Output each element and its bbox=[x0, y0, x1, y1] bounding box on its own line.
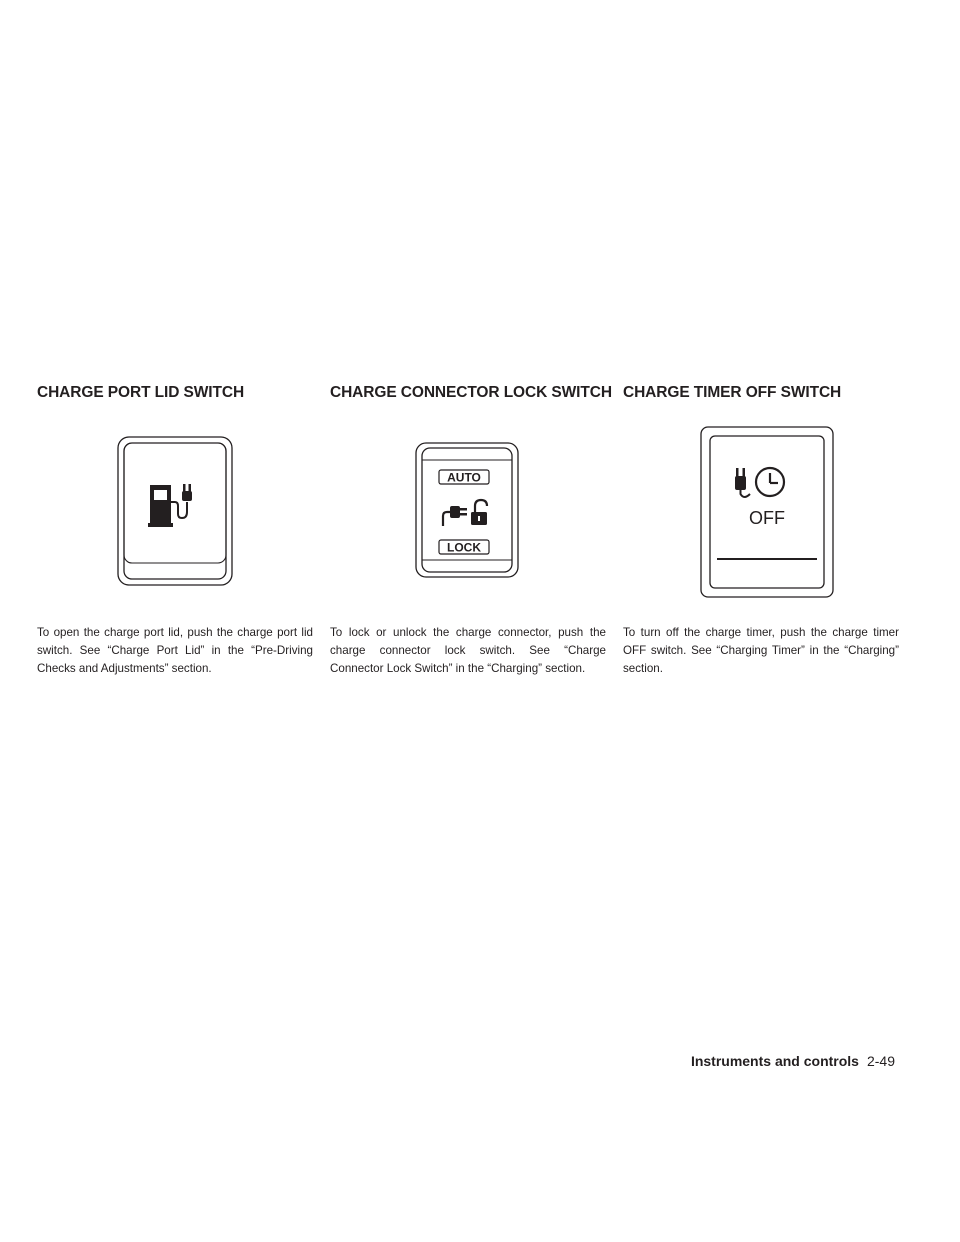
section-body: To turn off the charge timer, push the charge timer OFF switch. See “Charging Timer” in the “Charging” section. bbox=[623, 626, 899, 675]
charge-timer-off-switch-figure bbox=[700, 426, 834, 598]
footer-section-title: Instruments and controls bbox=[690, 1053, 859, 1069]
section-body: To lock or unlock the charge connector, push the charge connector lock switch. See “Charge Connector Lock Switch” in the “Charging” section. bbox=[330, 626, 606, 675]
section-heading: CHARGE TIMER OFF SWITCH bbox=[623, 384, 842, 401]
section-body: To open the charge port lid, push the charge port lid switch. See “Charge Port Lid” in the “Pre-Driving Checks and Adjustments” section. bbox=[37, 626, 313, 675]
section-charge-connector-lock-switch bbox=[330, 384, 612, 675]
page-number: 2-49 bbox=[866, 1053, 895, 1069]
section-charge-timer-off-switch bbox=[623, 384, 899, 675]
auto-label: AUTO bbox=[447, 470, 481, 485]
fuel-pump-plug-icon bbox=[148, 484, 192, 527]
lock-label: LOCK bbox=[447, 540, 481, 555]
page-footer bbox=[691, 1053, 895, 1069]
section-heading: CHARGE PORT LID SWITCH bbox=[37, 384, 245, 401]
off-label: OFF bbox=[749, 508, 785, 528]
charge-port-lid-switch-figure bbox=[117, 436, 233, 586]
plug-clock-icon bbox=[735, 468, 784, 497]
section-heading: CHARGE CONNECTOR LOCK SWITCH bbox=[330, 384, 612, 401]
section-charge-port-lid-switch bbox=[37, 384, 313, 675]
charge-connector-lock-switch-figure bbox=[415, 442, 519, 578]
plug-unlock-icon bbox=[443, 500, 487, 526]
